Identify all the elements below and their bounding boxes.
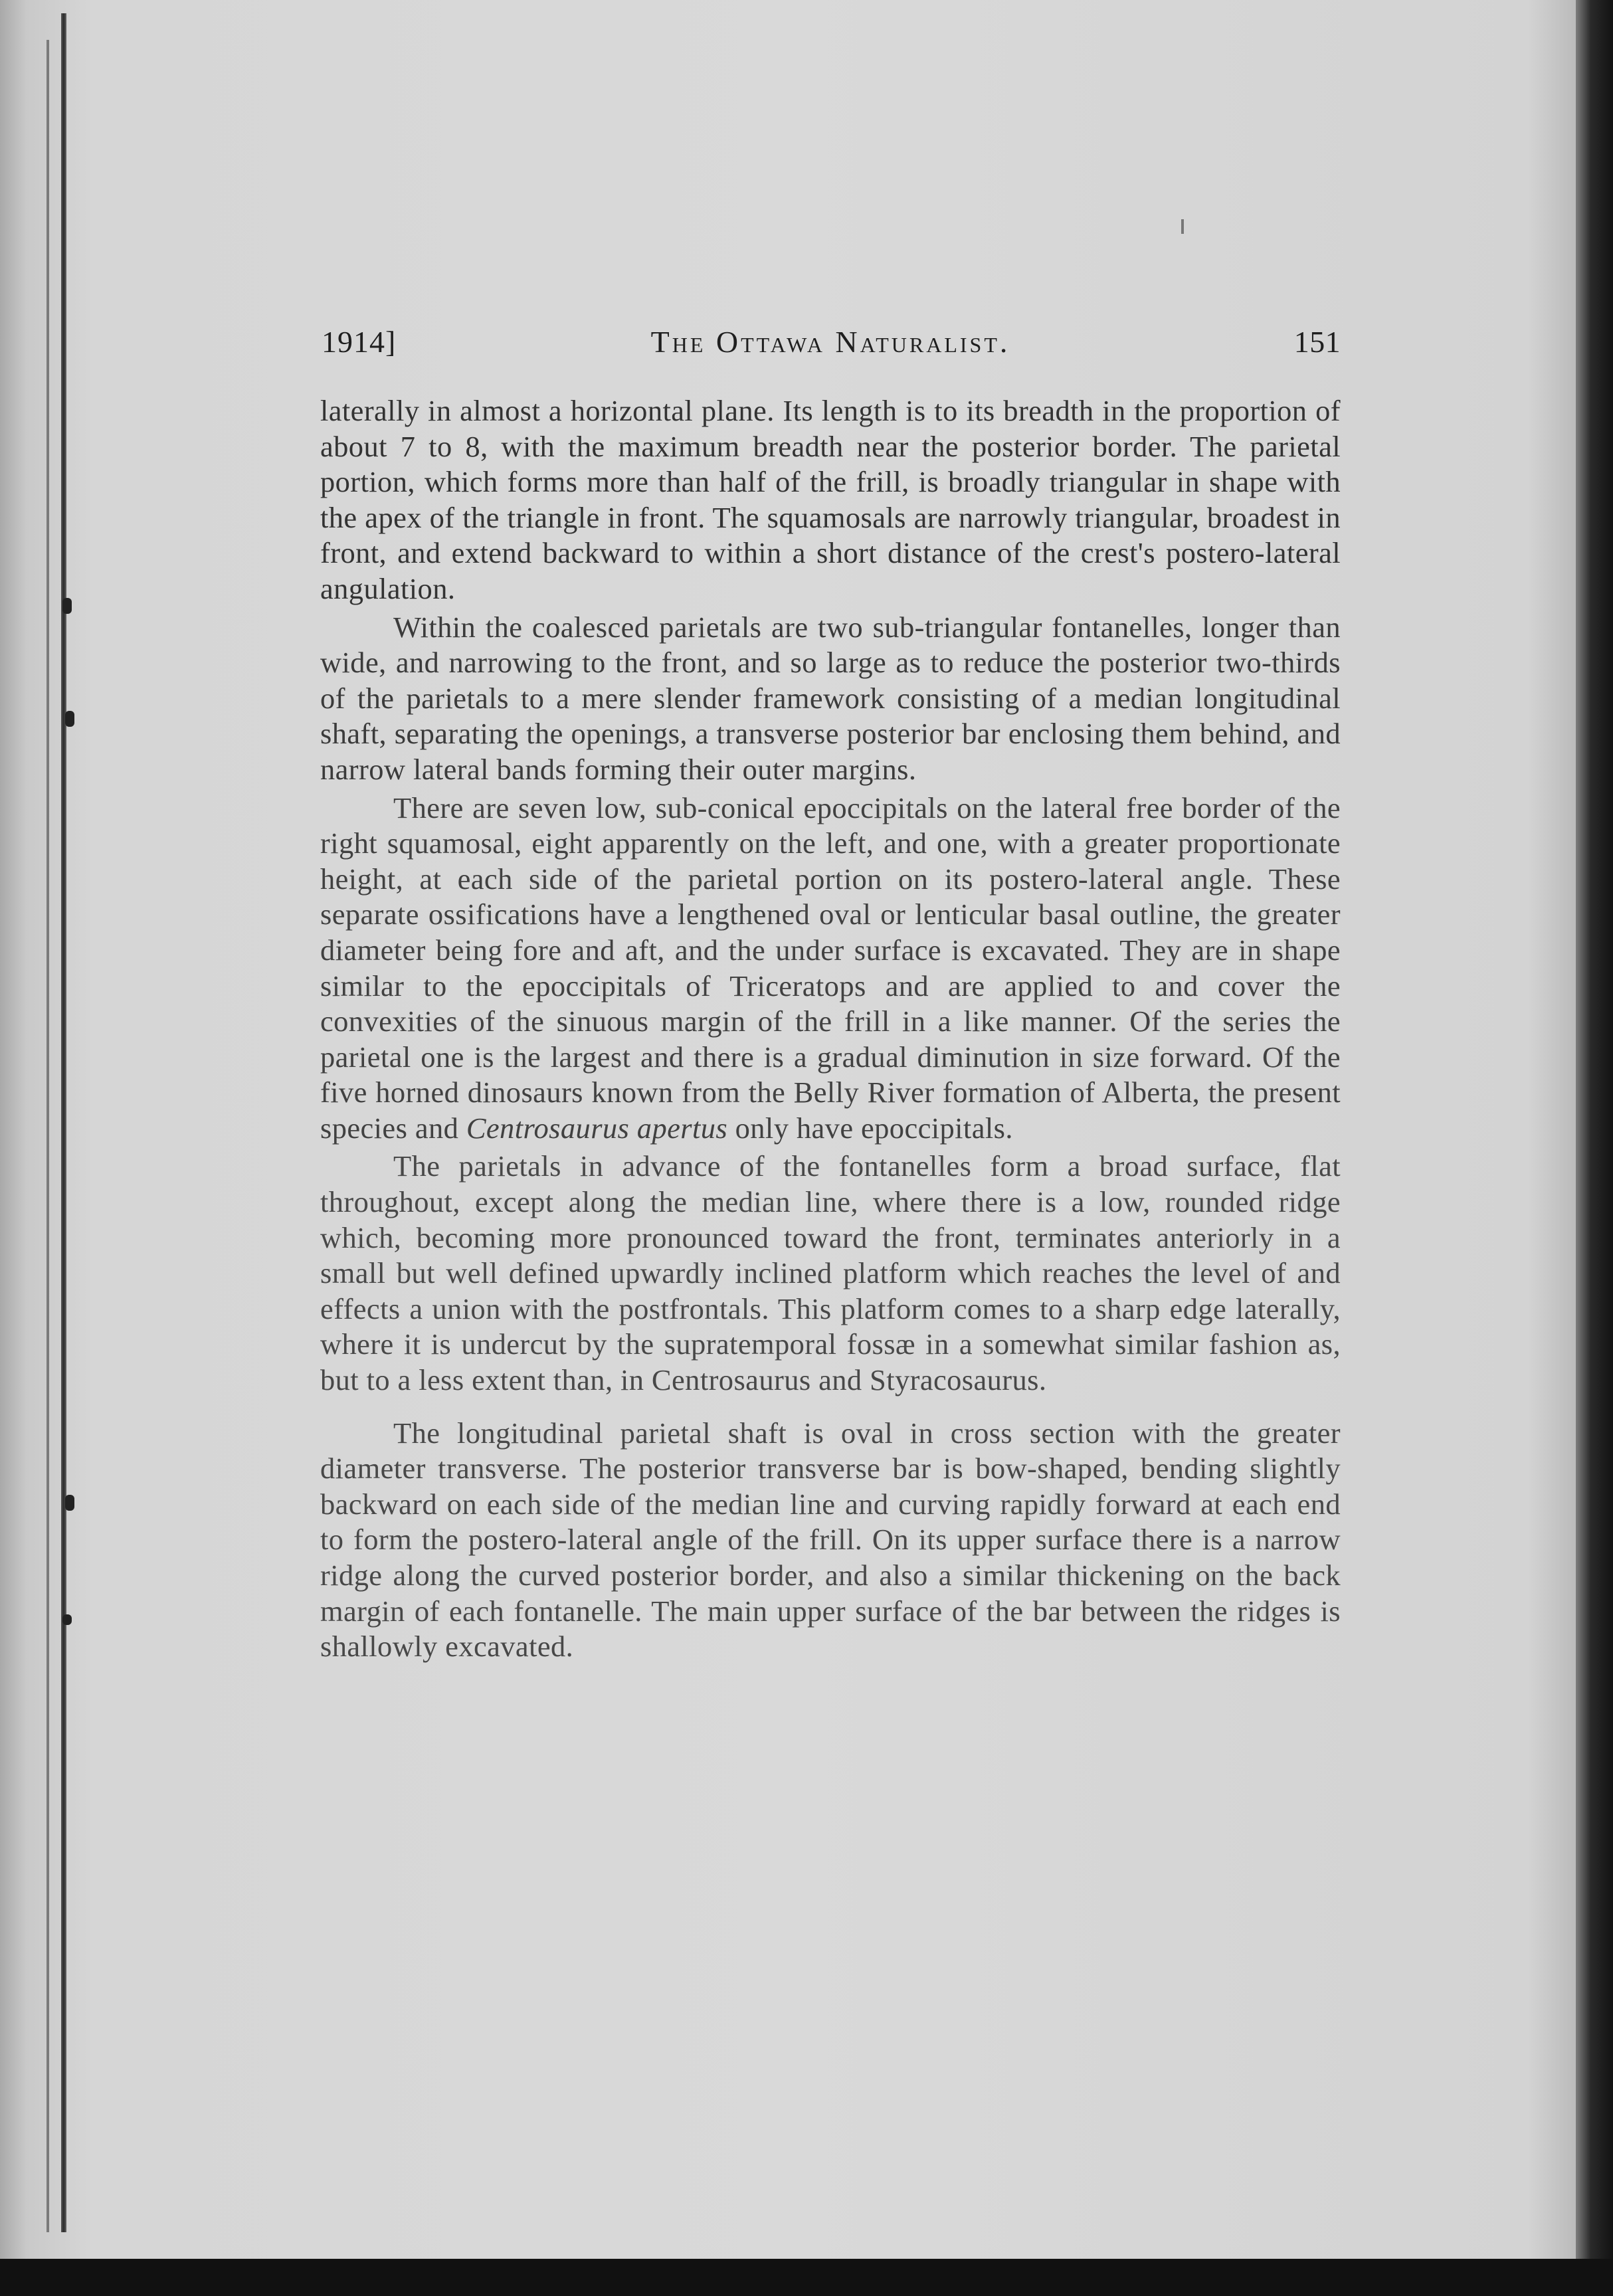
margin-mark	[65, 1495, 74, 1511]
facing-page-edge	[1576, 0, 1613, 2296]
margin-mark	[62, 598, 72, 614]
header-year: 1914]	[322, 325, 397, 359]
paragraph-epoccipitals	[320, 791, 1341, 1147]
paragraph-epoccipitals-text: There are seven low, sub-conical epoccipitals on the lateral free border of the right squamosal, eight apparently on the left, and one, with a greater proportionate height, at each side of the parietal portion on its postero-lateral angle. These separate ossifications have a lengthened oval or lenticular basal outline, the greater diameter being fore and aft, and the under surface is excavated. They are in shape similar to the epoccipitals of Triceratops and are applied to and cover the convexities of the sinuous margin of the frill in a like manner. Of the series the parietal one is the largest and there is a gradual diminution in size forward. Of the five horned dinosaurs known from the Belly River formation of Alberta, the present species and	[320, 791, 1341, 1145]
binding-edge	[61, 13, 66, 2232]
paragraph-epoccipitals-end: only have epoccipitals.	[727, 1111, 1013, 1145]
header-journal-title: The Ottawa Naturalist.	[650, 325, 1010, 359]
paragraph-parietals: The parietals in advance of the fontanelles form a broad surface, flat throughout, except along the median line, where there is a low, rounded ridge which, becoming more pronounced toward the front, terminates anteriorly in a small but well defined upwardly inclined platform which reaches the level of and effects a union with the postfrontals. This platform comes to a sharp edge laterally, where it is undercut by the supratemporal fossæ in a somewhat similar fashion as, but to a less extent than, in Centrosaurus and Styracosaurus.	[320, 1149, 1341, 1397]
species-name-italic: Centrosaurus apertus	[466, 1111, 728, 1145]
paragraph-continued: laterally in almost a horizontal plane. Its length is to its breadth in the proportion of about 7 to 8, with the maximum breadth near the posterior border. The parietal portion, which forms more than half of the frill, is broadly triangular in shape with the apex of the triangle in front. The squamosals are narrowly triangular, broadest in front, and extend backward to within a short distance of the crest's postero-lateral angulation.	[320, 394, 1341, 605]
margin-mark	[62, 1614, 72, 1625]
bottom-edge	[0, 2259, 1613, 2296]
scan-speck	[1181, 219, 1184, 234]
paragraph-parietal-shaft: The longitudinal parietal shaft is oval in cross section with the greater diameter transverse. The posterior transverse bar is bow-shaped, bending slightly backward on each side of the median line and curving rapidly forward at each end to form the postero-lateral angle of the frill. On its upper surface there is a narrow ridge along the curved posterior border, and also a similar thickening on the back margin of each fontanelle. The main upper surface of the bar between the ridges is shallowly excavated.	[320, 1416, 1341, 1664]
page-number: 151	[1293, 325, 1341, 359]
gutter-shadow	[47, 40, 49, 2232]
paragraph-fontanelles: Within the coalesced parietals are two sub-triangular fontanelles, longer than wide, and narrowing to the front, and so large as to reduce the posterior two-thirds of the parietals to a mere slender framework consisting of a median longitudinal shaft, separating the openings, a transverse posterior bar enclosing them behind, and narrow lateral bands forming their outer margins.	[320, 610, 1341, 786]
page-body	[320, 324, 1341, 1665]
running-header	[320, 324, 1341, 365]
margin-mark	[65, 711, 74, 727]
